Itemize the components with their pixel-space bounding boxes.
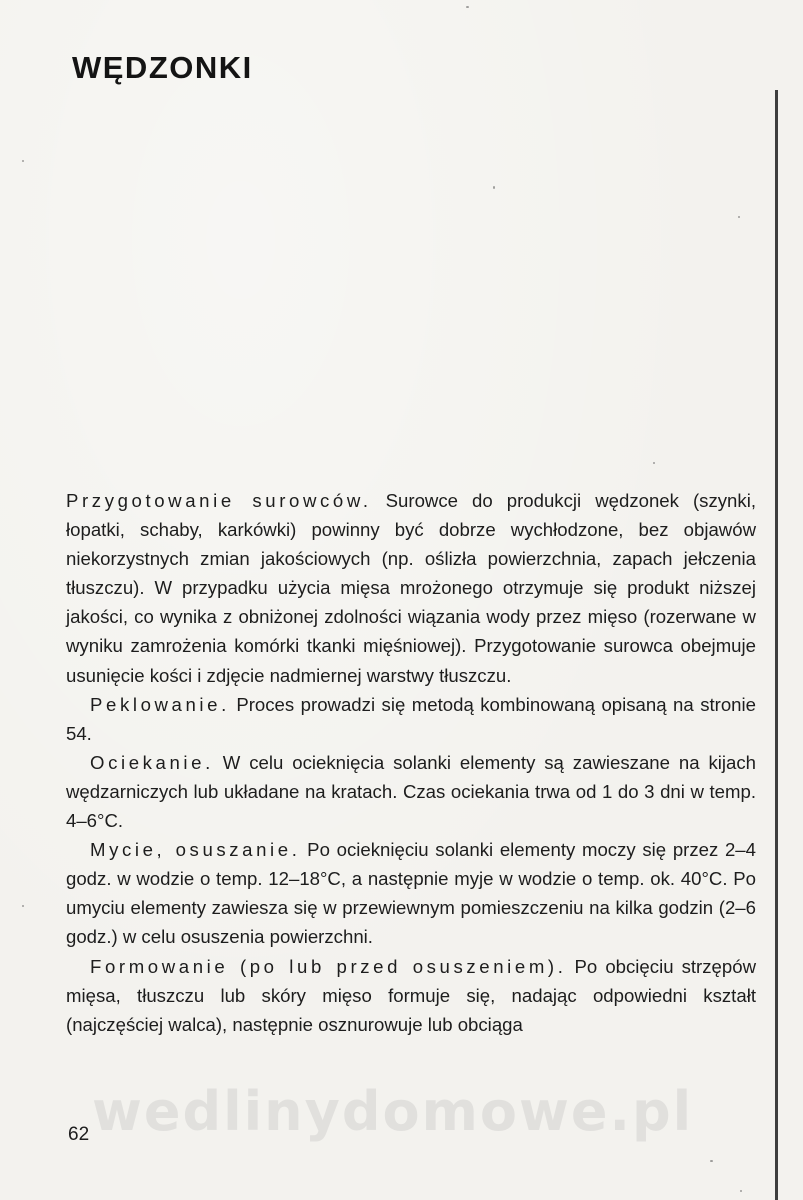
body-text bbox=[66, 486, 756, 1039]
paragraph-lead: Ociekanie. bbox=[90, 751, 214, 773]
paragraph-lead: Peklowanie. bbox=[90, 693, 230, 715]
scan-speck bbox=[22, 905, 24, 907]
page-edge-line bbox=[775, 90, 778, 1200]
paragraph-text: Po obcięciu strzępów mięsa, tłuszczu lub skóry mięso formuje się, nadając odpowiedni kształt (najczęściej walca), następnie osznurowuje lub obciąga bbox=[66, 955, 756, 1035]
scan-speck bbox=[653, 462, 655, 464]
paragraph-ociekanie bbox=[66, 748, 756, 835]
scan-speck bbox=[738, 216, 740, 218]
paragraph-mycie bbox=[66, 835, 756, 951]
paragraph-peklowanie bbox=[66, 690, 756, 748]
paragraph-text: W celu ocieknięcia solanki elementy są zawieszane na kijach wędzarniczych lub układane na kratach. Czas ociekania trwa od 1 do 3 dni w temp. 4–6°C. bbox=[66, 751, 756, 832]
paragraph-lead: Przygotowanie surowców. bbox=[66, 490, 372, 511]
paragraph-text: Surowce do produkcji wędzonek (szynki, łopatki, schaby, karkówki) powinny być dobrze wychłodzone, bez objawów niekorzystnych zmian jakościowych (np. oślizła powierzchnia, zapach jełczenia tłuszczu). W przypadku użycia mięsa mrożonego otrzymuje się produkt niższej jakości, co wynika z obniżonej zdolności wiązania wody przez mięso (rozerwane w wyniku zamrożenia komórki tkanki mięśniowej). Przygotowanie surowca obejmuje usunięcie kości i zdjęcie nadmiernej warstwy tłuszczu. bbox=[66, 490, 756, 686]
paragraph-lead: Formowanie (po lub przed osuszeniem). bbox=[90, 955, 567, 977]
paragraph-text: Proces prowadzi się metodą kombinowaną opisaną na stronie 54. bbox=[66, 693, 756, 744]
scan-speck bbox=[22, 160, 24, 162]
paragraph-text: Po ocieknięciu solanki elementy moczy się przez 2–4 godz. w wodzie o temp. 12–18°C, a następnie myje w wodzie o temp. ok. 40°C. Po umyciu elementy zawiesza się w przewiewnym pomieszczeniu na kilka godzin (2–6 godz.) w celu osuszenia powierzchni. bbox=[66, 839, 756, 948]
scan-speck bbox=[710, 1160, 713, 1162]
paragraph-lead: Mycie, osuszanie. bbox=[90, 839, 301, 861]
scan-speck bbox=[466, 6, 469, 8]
chapter-title: WĘDZONKI bbox=[72, 50, 253, 85]
scan-speck bbox=[493, 186, 495, 189]
paragraph-przygotowanie bbox=[66, 486, 756, 690]
page-number: 62 bbox=[68, 1124, 90, 1145]
scan-speck bbox=[740, 1190, 742, 1192]
paragraph-formowanie bbox=[66, 952, 756, 1039]
watermark: wedlinydomowe.pl bbox=[92, 1080, 694, 1143]
